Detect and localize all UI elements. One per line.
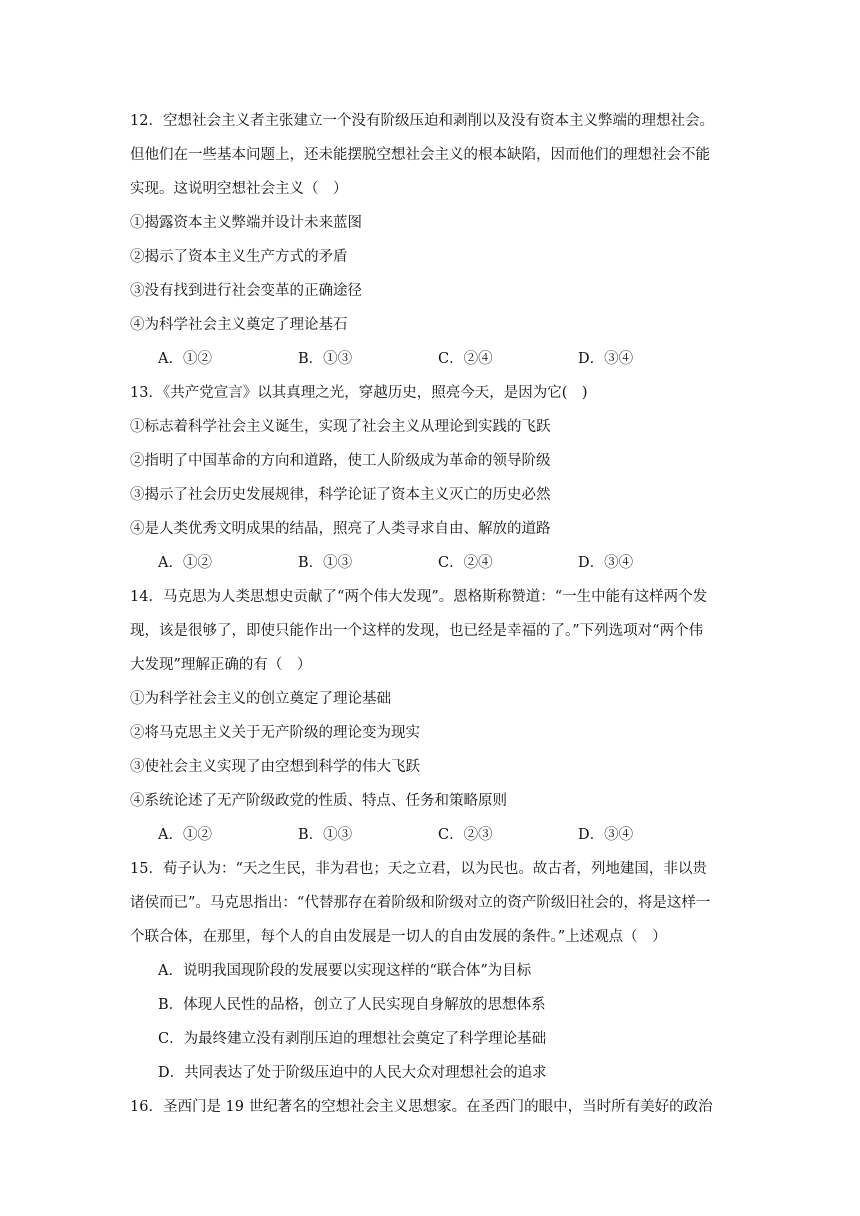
option-c: C．②④ <box>438 351 493 367</box>
option-b: B．①③ <box>298 555 353 571</box>
question-14 <box>130 580 742 852</box>
question-stem: 15．荀子认为：“天之生民，非为君也；天之立君，以为民也。故古者，列地建国，非以贵 <box>130 861 707 877</box>
choice-a: A．说明我国现阶段的发展要以实现这样的“联合体”为目标 <box>158 963 532 979</box>
option-d: D．③④ <box>578 351 634 367</box>
option-a: A．①② <box>158 351 212 367</box>
question-stem: 12．空想社会主义者主张建立一个没有阶级压迫和剥削以及没有资本主义弊端的理想社会。 <box>130 113 714 129</box>
statement-item: ④为科学社会主义奠定了理论基石 <box>130 317 348 333</box>
option-a: A．①② <box>158 827 212 843</box>
choice-b: B．体现人民性的品格，创立了人民实现自身解放的思想体系 <box>158 997 546 1013</box>
option-d: D．③④ <box>578 555 634 571</box>
statement-item: ④系统论述了无产阶级政党的性质、特点、任务和策略原则 <box>130 793 507 809</box>
question-list <box>130 104 742 1124</box>
statement-item: ①为科学社会主义的创立奠定了理论基础 <box>130 691 391 707</box>
statement-item: ③使社会主义实现了由空想到科学的伟大飞跃 <box>130 759 420 775</box>
question-13 <box>130 376 742 580</box>
question-stem: 个联合体，在那里，每个人的自由发展是一切人的自由发展的条件。”上述观点（ ） <box>130 929 667 945</box>
option-b: B．①③ <box>298 351 353 367</box>
statement-item: ②将马克思主义关于无产阶级的理论变为现实 <box>130 725 420 741</box>
statement-item: ④是人类优秀文明成果的结晶，照亮了人类寻求自由、解放的道路 <box>130 521 551 537</box>
choice-c: C．为最终建立没有剥削压迫的理想社会奠定了科学理论基础 <box>158 1031 547 1047</box>
option-a: A．①② <box>158 555 212 571</box>
question-12 <box>130 104 742 376</box>
statement-item: ③没有找到进行社会变革的正确途径 <box>130 283 362 299</box>
question-stem: 13．《共产党宣言》以其真理之光，穿越历史，照亮今天，是因为它( ) <box>130 385 588 401</box>
question-stem: 但他们在一些基本问题上，还未能摆脱空想社会主义的根本缺陷，因而他们的理想社会不能 <box>130 147 710 163</box>
question-stem: 诸侯而已”。马克思指出：“代替那存在着阶级和阶级对立的资产阶级旧社会的，将是这样一 <box>130 895 711 911</box>
question-stem: 14．马克思为人类思想史贡献了“两个伟大发现”。恩格斯称赞道：“一生中能有这样两个发 <box>130 589 708 605</box>
question-stem: 16．圣西门是 19 世纪著名的空想社会主义思想家。在圣西门的眼中，当时所有美好的政治 <box>130 1099 713 1115</box>
statement-item: ③揭示了社会历史发展规律，科学论证了资本主义灭亡的历史必然 <box>130 487 551 503</box>
answer-options <box>130 546 742 580</box>
question-15 <box>130 852 742 1090</box>
statement-item: ①标志着科学社会主义诞生，实现了社会主义从理论到实践的飞跃 <box>130 419 551 435</box>
question-16 <box>130 1090 742 1124</box>
choice-d: D．共同表达了处于阶级压迫中的人民大众对理想社会的追求 <box>158 1065 547 1081</box>
option-c: C．②③ <box>438 827 493 843</box>
answer-options <box>130 818 742 852</box>
question-stem: 实现。这说明空想社会主义（ ） <box>130 181 348 197</box>
statement-item: ②指明了中国革命的方向和道路，使工人阶级成为革命的领导阶级 <box>130 453 551 469</box>
question-stem: 现，该是很够了，即使只能作出一个这样的发现，也已经是幸福的了。”下列选项对“两个伟 <box>130 623 704 639</box>
option-d: D．③④ <box>578 827 634 843</box>
option-b: B．①③ <box>298 827 353 843</box>
statement-item: ①揭露资本主义弊端并设计未来蓝图 <box>130 215 362 231</box>
statement-item: ②揭示了资本主义生产方式的矛盾 <box>130 249 348 265</box>
option-c: C．②④ <box>438 555 493 571</box>
answer-options <box>130 342 742 376</box>
question-stem: 大发现”理解正确的有（ ） <box>130 657 312 673</box>
